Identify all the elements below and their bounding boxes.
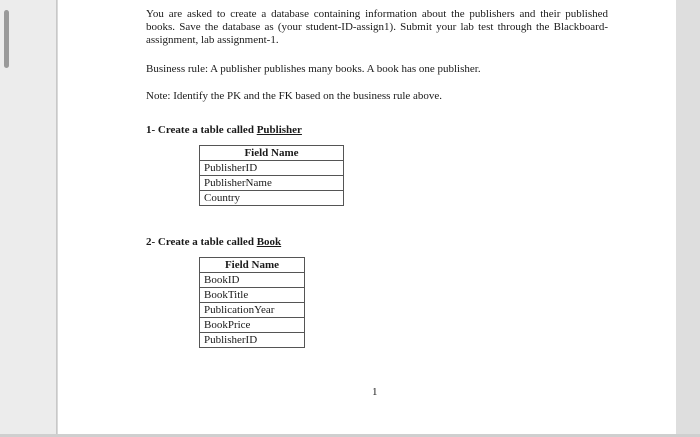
page-edge (56, 0, 57, 437)
left-margin (0, 0, 57, 437)
table-row (200, 191, 344, 206)
note-text: Note: Identify the PK and the FK based on the business rule above. (146, 90, 443, 102)
table-row (200, 288, 305, 303)
business-rule: Business rule: A publisher publishes many books. A book has one publisher. (146, 63, 481, 75)
publisher-fields-table (199, 145, 344, 206)
section-heading-text: 2- Create a table called (146, 236, 257, 248)
intro-paragraph: You are asked to create a database containing information about the publishers and their published books. Save the database as (your student-ID-assign1). Submit your lab test through the Blackboard-assignment, lab assignment-1. (146, 8, 608, 46)
section-heading-text: 1- Create a table called (146, 124, 257, 136)
table-row (200, 161, 344, 176)
field-cell: BookTitle (200, 288, 305, 303)
scrollbar-thumb[interactable] (4, 10, 9, 68)
field-cell: Country (200, 191, 344, 206)
column-header: Field Name (200, 258, 305, 273)
table-name-book: Book (256, 236, 282, 248)
book-fields-table (199, 257, 305, 348)
field-cell: PublisherName (200, 176, 344, 191)
table-name-publisher: Publisher (256, 124, 302, 136)
field-cell: PublicationYear (200, 303, 305, 318)
column-header: Field Name (200, 146, 344, 161)
table-row (200, 176, 344, 191)
table-row (200, 303, 305, 318)
field-cell: BookPrice (200, 318, 305, 333)
table-header-row (200, 146, 344, 161)
document-page (58, 0, 676, 437)
table-row (200, 318, 305, 333)
section-heading-publisher (146, 124, 302, 136)
table-row (200, 333, 305, 348)
field-cell: PublisherID (200, 333, 305, 348)
table-row (200, 273, 305, 288)
section-heading-book (146, 236, 281, 248)
field-cell: BookID (200, 273, 305, 288)
table-header-row (200, 258, 305, 273)
field-cell: PublisherID (200, 161, 344, 176)
page-number: 1 (372, 386, 378, 398)
right-margin (676, 0, 700, 437)
